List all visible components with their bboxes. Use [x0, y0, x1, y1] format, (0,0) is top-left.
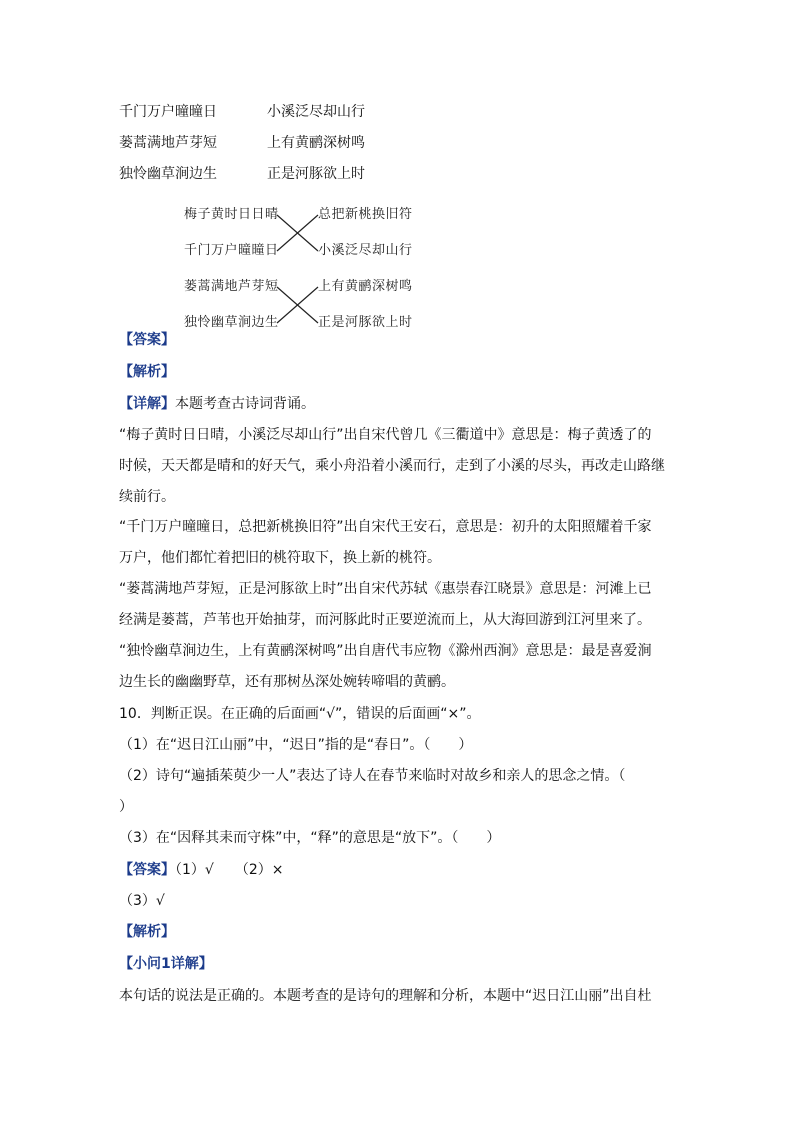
q9-detail-text: 本题考查古诗词背诵。: [175, 396, 315, 412]
poem-pair-left-1: 千门万户曈曈日: [119, 104, 217, 120]
q10-item-3: （3）在“因释其耒而守株”中，“释”的意思是“放下”。（ ）: [119, 830, 501, 846]
q10-answer-label: 【答案】: [119, 862, 175, 878]
q9-line-6: “蒌蒿满地芦芽短，正是河豚欲上时”出自宋代苏轼《惠崇春江晓景》意思是：河滩上已: [119, 581, 652, 597]
q9-line-5: 万户，他们都忙着把旧的桃符取下，换上新的桃符。: [119, 550, 441, 566]
match-right-3: 上有黄鹂深树鸣: [318, 279, 413, 294]
q9-line-1: “梅子黄时日日晴，小溪泛尽却山行”出自宋代曾几《三衢道中》意思是：梅子黄透了的: [119, 427, 652, 443]
q9-line-3: 续前行。: [119, 489, 175, 505]
q9-detail-label: 【详解】: [119, 396, 175, 412]
q10-answer-line1: （1）√ （2）×: [175, 862, 284, 878]
q10-answer: [119, 860, 283, 880]
q9-detail: [119, 394, 315, 414]
poem-pair-left-3: 独怜幽草涧边生: [119, 166, 217, 182]
q10-title: 10．判断正误。在正确的后面画“√”，错误的后面画“×”。: [119, 706, 481, 722]
q9-line-8: “独怜幽草涧边生，上有黄鹂深树鸣”出自唐代韦应物《滁州西涧》意思是：最是喜爱涧: [119, 643, 652, 659]
q9-line-7: 经满是蒌蒿，芦苇也开始抽芽，而河豚此时正要逆流而上，从大海回游到江河里来了。: [119, 612, 651, 628]
q10-item-2: （2）诗句“遍插茱萸少一人”表达了诗人在春节来临时对故乡和亲人的思念之情。（: [119, 768, 626, 784]
poem-pair-left-2: 蒌蒿满地芦芽短: [119, 135, 217, 151]
poem-pair-right-3: 正是河豚欲上时: [267, 166, 365, 182]
q9-analysis-label: 【解析】: [119, 364, 175, 380]
poem-pair-right-1: 小溪泛尽却山行: [267, 104, 365, 120]
match-left-2: 千门万户曈曈日: [184, 243, 279, 258]
q9-line-2: 时候，天天都是晴和的好天气，乘小舟沿着小溪而行，走到了小溪的尽头，再改走山路继: [119, 458, 665, 474]
match-left-4: 独怜幽草涧边生: [184, 315, 279, 330]
q10-item-1: （1）在“迟日江山丽”中，“迟日”指的是“春日”。（ ）: [119, 737, 473, 753]
q9-line-4: “千门万户曈曈日，总把新桃换旧符”出自宋代王安石，意思是：初升的太阳照耀着千家: [119, 519, 652, 535]
q10-analysis-label: 【解析】: [119, 924, 175, 940]
match-left-3: 蒌蒿满地芦芽短: [184, 279, 279, 294]
match-left-1: 梅子黄时日日晴: [184, 207, 279, 222]
q10-sub1-text: 本句话的说法是正确的。本题考查的是诗句的理解和分析，本题中“迟日江山丽”出自杜: [119, 988, 652, 1004]
match-right-1: 总把新桃换旧符: [318, 207, 413, 222]
match-right-4: 正是河豚欲上时: [318, 315, 413, 330]
q9-line-9: 边生长的幽幽野草，还有那树丛深处婉转啼唱的黄鹂。: [119, 674, 455, 690]
q10-item-2-cont: ）: [119, 799, 133, 815]
q9-answer-label: 【答案】: [119, 332, 175, 348]
poem-pair-right-2: 上有黄鹂深树鸣: [267, 135, 365, 151]
q10-answer-line2: （3）√: [119, 893, 165, 909]
match-right-2: 小溪泛尽却山行: [318, 243, 413, 258]
q10-sub1-label: 【小问1详解】: [119, 956, 213, 972]
